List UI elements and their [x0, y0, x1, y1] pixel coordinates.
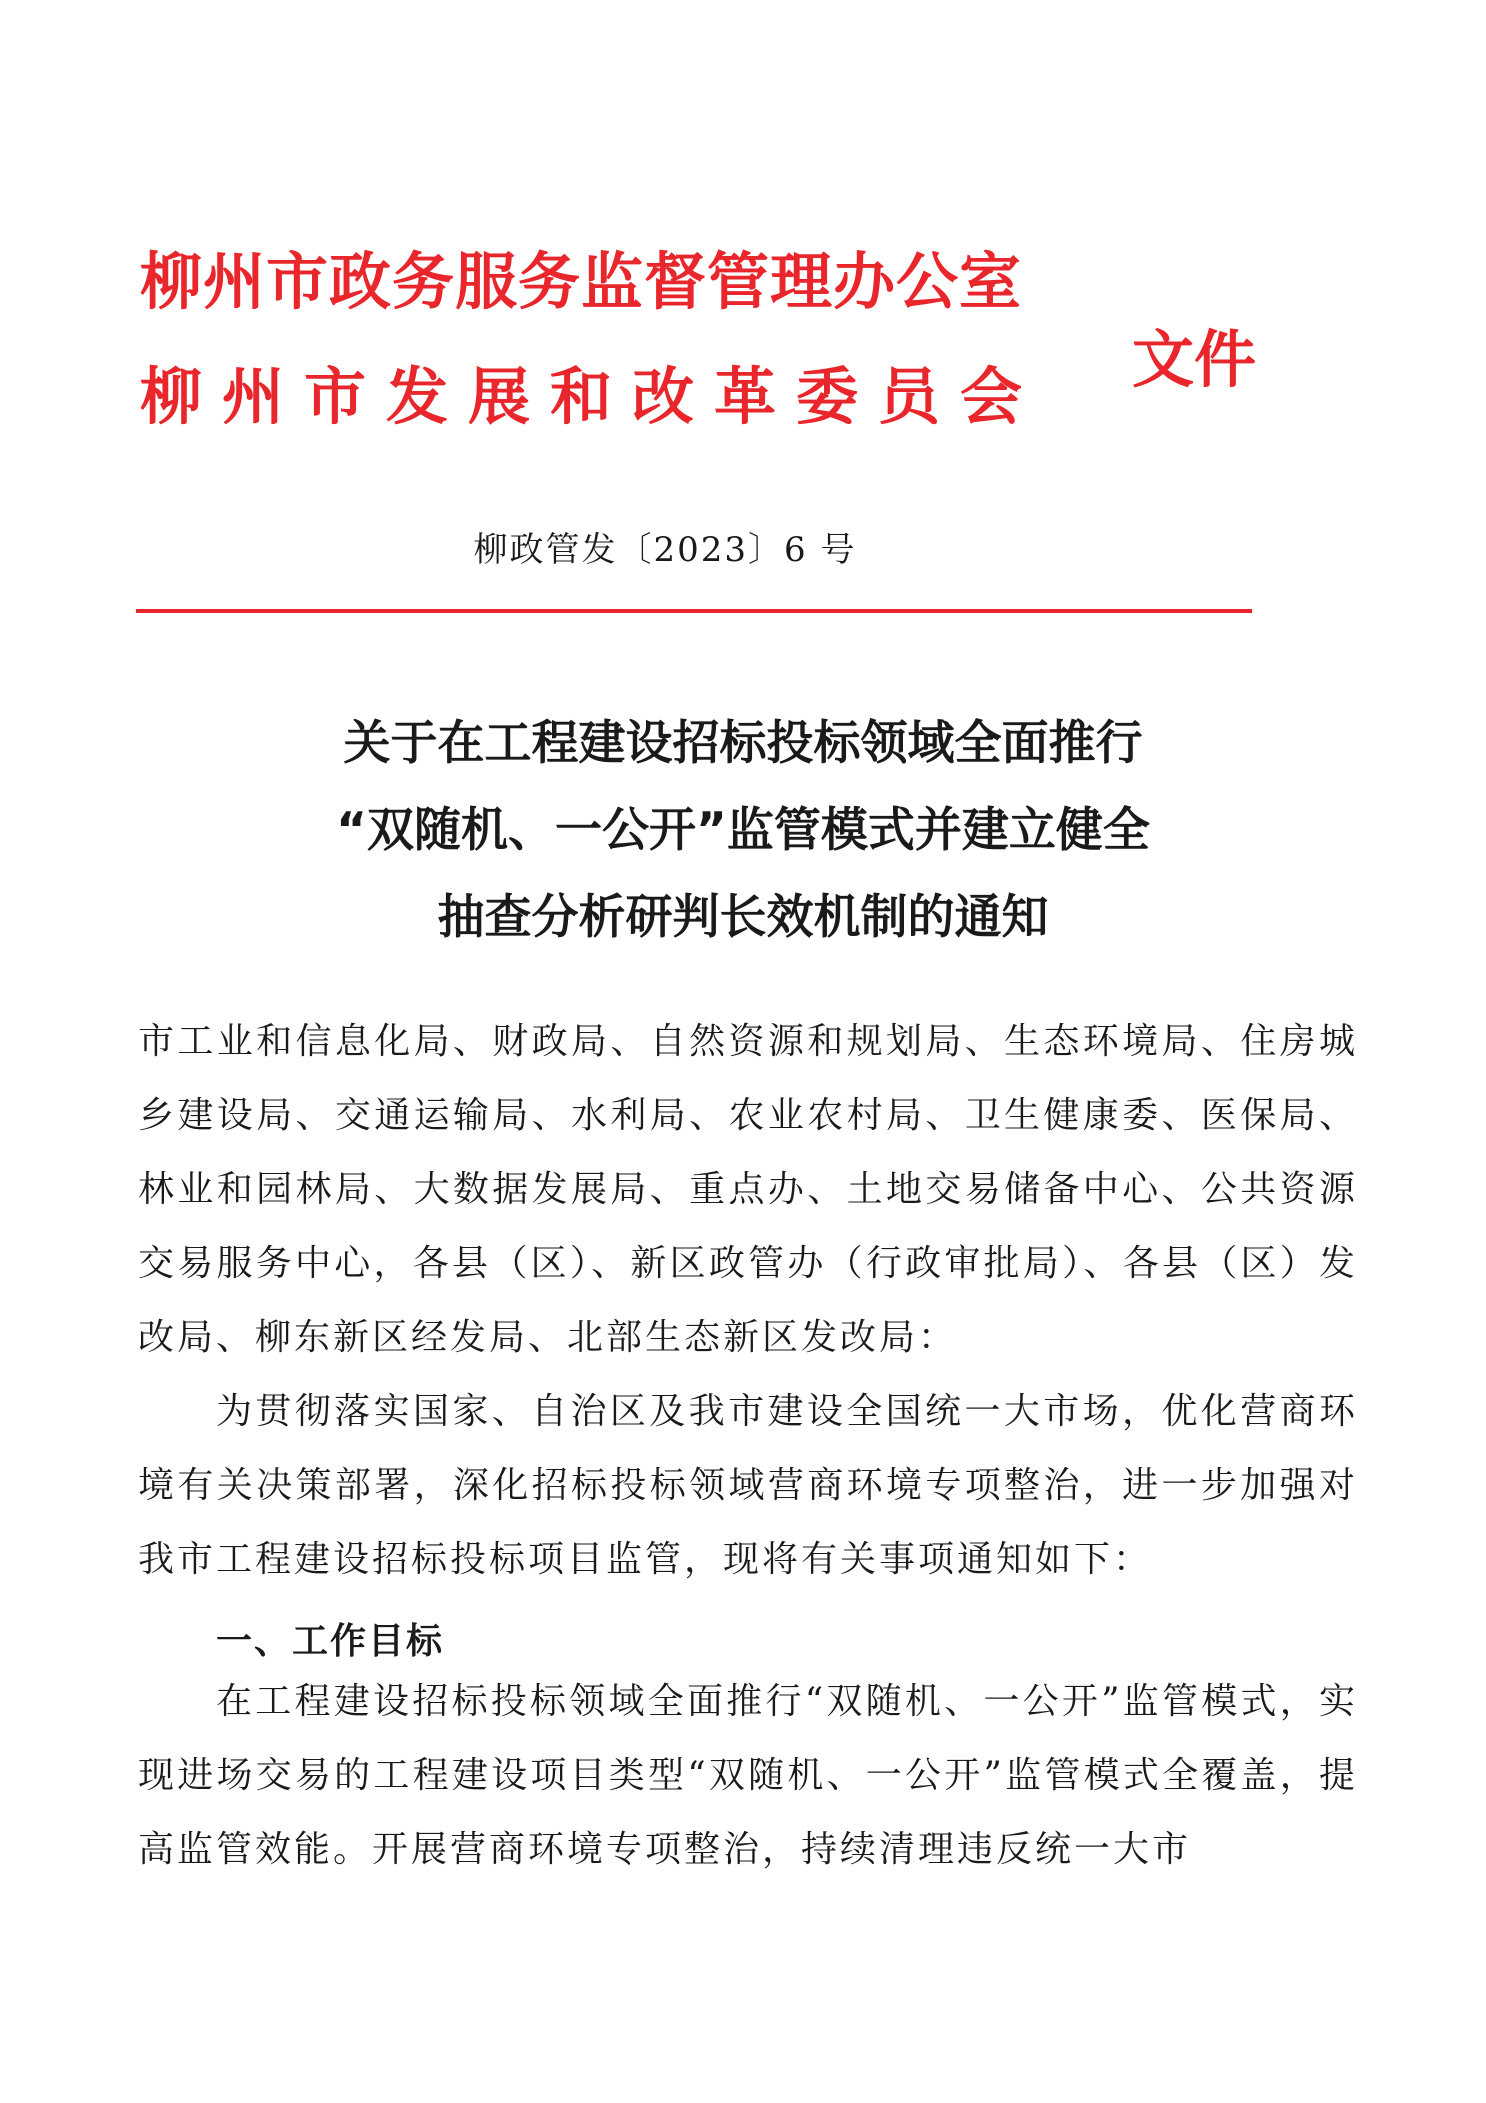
document-type-label: 文件 [1132, 323, 1257, 396]
title-line-3: 抽查分析研判长效机制的通知 [437, 890, 1049, 945]
red-divider-line [136, 609, 1252, 613]
addressee-paragraph: 市工业和信息化局、财政局、自然资源和规划局、生态环境局、住房城乡建设局、交通运输局、水利局、农业农村局、卫生健康委、医保局、林业和园林局、大数据发展局、重点办、土地交易储备中心、公共资源交易服务中心，各县（区）、新区政管办（行政审批局）、各县（区）发改局、柳东新区经发局、北部生态新区发改局： [138, 1021, 1358, 1358]
section-heading-1: 一、工作目标 [216, 1621, 445, 1662]
section-1-paragraph: 在工程建设招标投标领域全面推行“双随机、一公开”监管模式，实现进场交易的工程建设项目类型“双随机、一公开”监管模式全覆盖，提高监管效能。开展营商环境专项整治，持续清理违反统一大市 [138, 1681, 1358, 1870]
document-header [140, 242, 1280, 462]
issuer-name-1: 柳州市政务服务监督管理办公室 [140, 245, 1023, 318]
issuer-name-2: 柳州市发展和改革委员会 [140, 360, 1043, 433]
title-line-1: 关于在工程建设招标投标领域全面推行 [343, 716, 1143, 771]
document-number: 柳政管发〔2023〕6 号 [473, 530, 857, 570]
intro-paragraph: 为贯彻落实国家、自治区及我市建设全国统一大市场，优化营商环境有关决策部署，深化招标投标领域营商环境专项整治，进一步加强对我市工程建设招标投标项目监管，现将有关事项通知如下： [138, 1391, 1358, 1580]
document-title [150, 700, 1336, 961]
title-line-2: “双随机、一公开”监管模式并建立健全 [336, 803, 1150, 858]
